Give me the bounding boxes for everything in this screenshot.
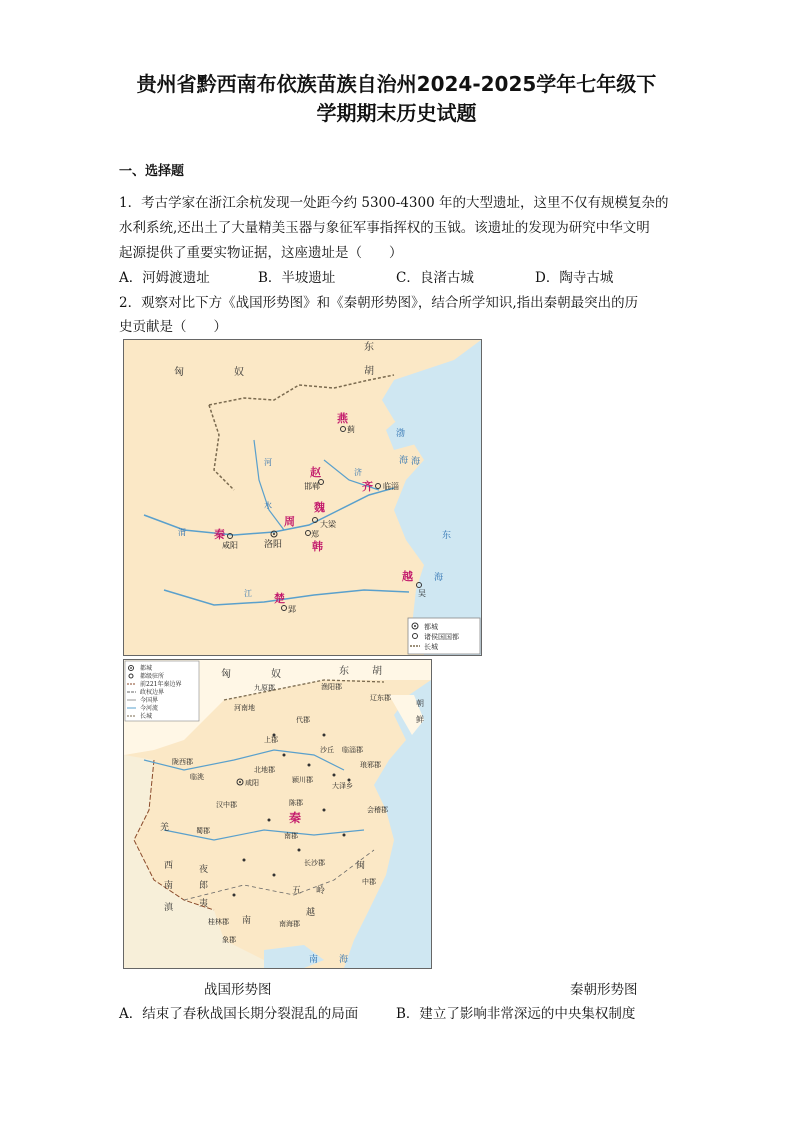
map2-label-dian: 滇 [164, 903, 174, 913]
map1-label-zheng: 郑 [311, 530, 319, 539]
map2-label-yi: 夷 [199, 899, 209, 909]
q2-line-2: 史贡献是（ ） [119, 319, 227, 335]
map1-label-yan: 燕 [337, 412, 348, 425]
map1-label-ji-river: 济 [354, 468, 362, 477]
map2-label-beidi: 北地郡 [254, 766, 275, 774]
map1-label-hu: 胡 [364, 366, 374, 377]
map1-label-hai1: 海 [411, 457, 421, 467]
map2-label-henan: 河南地 [234, 704, 255, 712]
map2-label-lintao: 临洮 [190, 773, 204, 781]
map2-label-qin: 秦 [289, 811, 302, 825]
map1-label-hai3: 海 [399, 456, 409, 466]
map2-label-xiang: 象郡 [222, 936, 236, 944]
map2-label-shu: 蜀郡 [196, 827, 210, 835]
map2-label-shaqiu: 沙丘 [320, 746, 334, 754]
map2-label-chen: 陈郡 [289, 799, 303, 807]
q1-option-d[interactable]: D．陶寺古城 [535, 270, 614, 286]
q1-option-b[interactable]: B．半坡遗址 [258, 270, 336, 286]
map1-label-ying: 郢 [288, 605, 296, 614]
q2-option-b[interactable]: B．建立了影响非常深远的中央集权制度 [396, 1006, 636, 1022]
map1-label-bo: 渤 [396, 429, 406, 439]
map1-label-handan: 邯郸 [304, 482, 320, 491]
map1-label-hai2: 海 [434, 573, 444, 583]
q1-option-c[interactable]: C．良渚古城 [396, 270, 474, 286]
map2-label-qiang: 羌 [160, 823, 170, 833]
map1-legend-state-capital: 诸侯国国都 [424, 633, 459, 641]
map2-label-ling: 岭 [316, 886, 326, 896]
map1-label-zhou: 周 [284, 515, 295, 528]
map1-label-shui: 水 [264, 501, 272, 510]
warring-states-map [123, 339, 482, 656]
map1-label-xiong: 匈 [174, 367, 184, 378]
map2-label-xiong: 匈 [221, 669, 231, 680]
map2-label-nan4: 南 [309, 955, 319, 965]
map2-label-zhong: 中郡 [362, 878, 376, 886]
map2-label-chao: 朝 [416, 699, 424, 708]
q2-option-a[interactable]: A．结束了春秋战国长期分裂混乱的局面 [119, 1006, 359, 1022]
map2-label-nan3: 南 [242, 916, 252, 926]
map2-legend-modern-border: 今国界 [140, 697, 159, 704]
map1-label-dong: 东 [364, 342, 374, 353]
map2-label-longxi: 陇西郡 [172, 758, 193, 766]
map2-label-yuyang: 渔阳郡 [321, 683, 342, 691]
map1-label-han: 韩 [312, 540, 323, 553]
map1-label-qi: 齐 [362, 480, 373, 493]
map1-legend-great-wall: 长城 [424, 643, 438, 651]
map2-label-dai: 代郡 [296, 716, 310, 724]
caption-warring-states-map: 战国形势图 [204, 982, 272, 998]
map2-label-yingchuan: 颍川郡 [292, 776, 313, 784]
map2-label-ye: 夜 [199, 865, 209, 875]
map1-label-zhao: 赵 [310, 466, 321, 479]
map2-label-langya: 琅邪郡 [360, 761, 381, 769]
map2-legend-capital: 都城 [140, 665, 153, 672]
map2-label-min: 闽 [356, 861, 366, 871]
map1-label-jiang: 江 [244, 589, 252, 598]
map2-label-hu: 胡 [372, 666, 382, 677]
map1-label-luoyang: 洛阳 [264, 540, 283, 550]
exam-title-line2: 学期期末历史试题 [316, 101, 477, 125]
map2-label-daze: 大泽乡 [332, 782, 353, 790]
map1-label-nu: 奴 [234, 367, 244, 378]
map2-label-xianyang: 咸阳 [245, 779, 259, 787]
map1-label-yue: 越 [402, 570, 413, 583]
map2-legend-great-wall: 长城 [140, 713, 153, 720]
map1-label-wei-river: 渭 [178, 528, 186, 537]
map2-label-dong: 东 [339, 666, 349, 677]
map2-label-xian: 鲜 [416, 715, 424, 724]
map2-label-nu: 奴 [271, 669, 281, 680]
q1-line-1: 1．考古学家在浙江余杭发现一处距今约 5300-4300 年的大型遗址，这里不仅有规模复杂的 [119, 195, 669, 211]
map2-label-yue: 越 [306, 908, 316, 918]
exam-title-line1: 贵州省黔西南布依族苗族自治州2024-2025学年七年级下 [136, 72, 657, 96]
map2-label-hai: 海 [339, 955, 349, 965]
map1-label-east: 东 [442, 531, 452, 541]
map2-legend-modern-river: 今河流 [140, 705, 159, 712]
map1-label-wei: 魏 [314, 501, 325, 514]
q2-line-1: 2．观察对比下方《战国形势图》和《秦朝形势图》，结合所学知识,指出秦朝最突出的历 [119, 295, 639, 311]
q1-line-3: 起源提供了重要实物证据，这座遗址是（ ） [119, 245, 403, 261]
map2-label-kuaiji: 会稽郡 [367, 806, 388, 814]
map2-label-changsha: 长沙郡 [304, 859, 325, 867]
map1-label-daliang: 大梁 [320, 520, 336, 529]
map1-label-he: 河 [264, 458, 272, 467]
map1-label-wu: 吴 [418, 589, 426, 598]
map2-label-wu: 五 [292, 886, 302, 896]
map2-label-nan2: 南 [164, 881, 174, 891]
q1-option-a[interactable]: A．河姆渡遗址 [119, 270, 210, 286]
map2-label-liaodong: 辽东郡 [370, 694, 391, 702]
q1-line-2: 水利系统,还出土了大量精美玉器与象征军事指挥权的玉钺。该遗址的发现为研究中华文明 [119, 220, 650, 236]
section-heading: 一、选择题 [119, 164, 185, 179]
map2-label-linzi: 临淄郡 [342, 746, 363, 754]
map1-label-ji: 蓟 [347, 425, 355, 434]
map2-label-jiuyuan: 九原郡 [254, 684, 275, 692]
map2-label-guilin: 桂林郡 [208, 918, 229, 926]
map1-label-qin: 秦 [214, 528, 225, 541]
map2-label-xi: 西 [164, 861, 174, 871]
map1-label-xianyang: 咸阳 [222, 541, 238, 550]
map1-label-chu: 楚 [274, 592, 285, 605]
map2-legend-commandery-seat: 都级驻所 [140, 673, 165, 680]
map2-label-nanhai: 南海郡 [279, 920, 300, 928]
map2-legend-regime-border: 政权边界 [140, 689, 165, 696]
map2-label-shang: 上郡 [264, 736, 278, 744]
map2-legend-qin-border: 前221年秦边界 [140, 681, 182, 688]
map2-label-hanzhong: 汉中郡 [216, 801, 237, 809]
map2-label-nan: 南郡 [284, 832, 298, 840]
map2-label-lang: 郎 [199, 881, 209, 891]
caption-qin-map: 秦朝形势图 [570, 982, 638, 998]
qin-dynasty-map [123, 659, 432, 969]
map1-label-linzi: 临淄 [383, 482, 399, 491]
map1-legend-capital: 都城 [424, 623, 438, 631]
